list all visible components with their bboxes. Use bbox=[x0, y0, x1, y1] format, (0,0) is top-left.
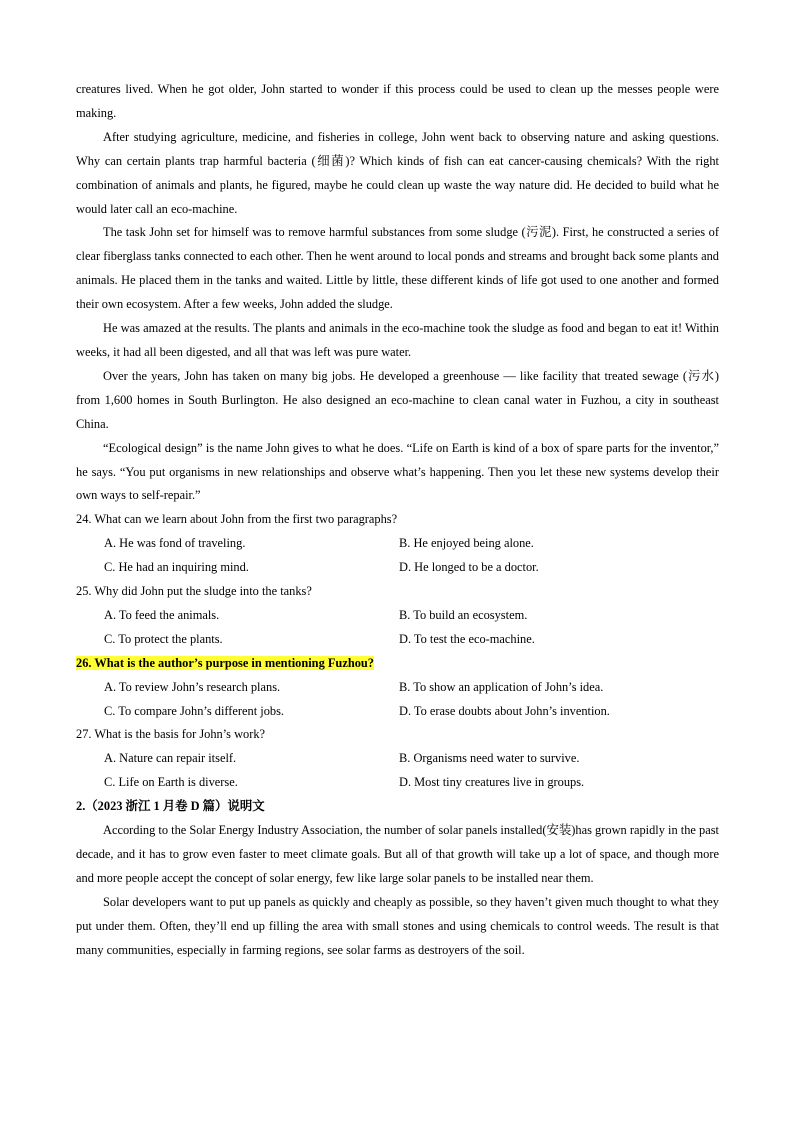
question-26 bbox=[76, 652, 719, 724]
question-stem: 27. What is the basis for John’s work? bbox=[76, 727, 266, 742]
option-b: B. To build an ecosystem. bbox=[399, 607, 528, 622]
question-stem: 25. Why did John put the sludge into the tanks? bbox=[76, 584, 312, 599]
option-b: B. He enjoyed being alone. bbox=[399, 536, 534, 551]
passage-paragraph: He was amazed at the results. The plants and animals in the eco-machine took the sludge as food and began to eat it! Within weeks, it had all been digested, and all that was left was pure water. bbox=[76, 321, 719, 359]
option-d: D. Most tiny creatures live in groups. bbox=[399, 775, 585, 790]
question-27 bbox=[76, 723, 719, 795]
option-b: B. To show an application of John’s idea. bbox=[399, 679, 604, 694]
passage-paragraph: According to the Solar Energy Industry Association, the number of solar panels installed(安装)has grown rapidly in the past decade, and it has to grow even faster to meet climate goals. But all of that growth will take up a lot of space, and though more and more people accept the concept of solar energy, few like large solar panels to be installed near them. bbox=[76, 823, 719, 885]
passage-paragraph: Solar developers want to put up panels as quickly and cheaply as possible, so they haven’t given much thought to what they put under them. Often, they’ll end up filling the area with small stones and using chemicals to control weeds. The result is that many communities, especially in farming regions, see solar farms as destroyers of the soil. bbox=[76, 894, 719, 957]
highlighted-question-stem: 26. What is the author’s purpose in mentioning Fuzhou? bbox=[76, 655, 374, 670]
option-c: C. He had an inquiring mind. bbox=[104, 560, 249, 575]
option-list bbox=[76, 747, 719, 795]
passage-paragraph: “Ecological design” is the name John gives to what he does. “Life on Earth is kind of a box of spare parts for the inventor,” he says. “You put organisms in new relationships and observe what’s happening. Then you let these new systems develop their own ways to self-repair.” bbox=[76, 440, 719, 503]
option-c: C. Life on Earth is diverse. bbox=[104, 775, 238, 790]
option-list bbox=[76, 604, 719, 652]
option-c: C. To protect the plants. bbox=[104, 631, 223, 646]
option-a: A. Nature can repair itself. bbox=[104, 751, 237, 766]
passage-paragraph: The task John set for himself was to remove harmful substances from some sludge (污泥). First, he constructed a series of clear fiberglass tanks connected to each other. Then he went around to local ponds and streams and brought back some plants and animals. He placed them in the tanks and waited. Little by little, these different kinds of life got used to one another and formed their own ecosystem. After a few weeks, John added the sludge. bbox=[76, 225, 719, 312]
option-a: A. To feed the animals. bbox=[104, 607, 220, 622]
option-d: D. To erase doubts about John’s invention. bbox=[399, 703, 610, 718]
option-d: D. To test the eco-machine. bbox=[399, 631, 535, 646]
option-b: B. Organisms need water to survive. bbox=[399, 751, 580, 766]
option-list bbox=[76, 676, 719, 724]
option-c: C. To compare John’s different jobs. bbox=[104, 703, 285, 718]
question-24 bbox=[76, 508, 719, 580]
passage-paragraph: After studying agriculture, medicine, and fisheries in college, John went back to observing nature and asking questions. Why can certain plants trap harmful bacteria (细菌)? Which kinds of fish can eat cancer-causing chemicals? With the right combination of animals and plants, he figured, maybe he could clean up waste the way nature did. He decided to build what he would later call an eco-machine. bbox=[76, 129, 719, 216]
option-d: D. He longed to be a doctor. bbox=[399, 560, 539, 575]
question-stem: 24. What can we learn about John from the first two paragraphs? bbox=[76, 512, 398, 527]
passage-paragraph: Over the years, John has taken on many big jobs. He developed a greenhouse — like facility that treated sewage (污水) from 1,600 homes in South Burlington. He also designed an eco-machine to clean canal water in Fuzhou, a city in southeast China. bbox=[76, 368, 719, 431]
section-heading: 2.（2023 浙江 1 月卷 D 篇）说明文 bbox=[76, 799, 265, 814]
option-a: A. To review John’s research plans. bbox=[104, 679, 281, 694]
document-page bbox=[76, 78, 719, 963]
option-a: A. He was fond of traveling. bbox=[104, 536, 246, 551]
option-list bbox=[76, 532, 719, 580]
question-25 bbox=[76, 580, 719, 652]
passage-paragraph: creatures lived. When he got older, John started to wonder if this process could be used to clean up the messes people were making. bbox=[76, 82, 719, 120]
